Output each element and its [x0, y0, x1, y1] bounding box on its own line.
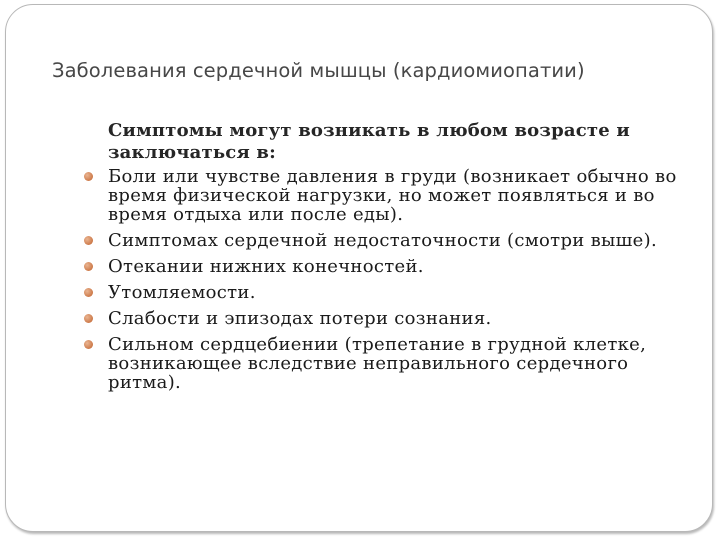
symptom-list	[84, 167, 684, 392]
symptom-text: Сильном сердцебиении (трепетание в грудной клетке, возникающее вследствие неправильного сердечного ритма).	[108, 334, 647, 393]
round-bullet-icon	[84, 262, 93, 271]
symptom-item	[84, 309, 684, 328]
round-bullet-icon	[84, 288, 93, 297]
slide-title: Заболевания сердечной мышцы (кардиомиопатии)	[52, 59, 585, 82]
symptom-item	[84, 231, 684, 250]
symptom-item	[84, 257, 684, 276]
symptom-text: Слабости и эпизодах потери сознания.	[108, 308, 492, 329]
round-bullet-icon	[84, 314, 93, 323]
slide-frame	[5, 4, 713, 532]
symptom-item	[84, 335, 684, 392]
symptom-text: Отекании нижних конечностей.	[108, 256, 424, 277]
slide-content	[84, 120, 684, 399]
symptom-item	[84, 167, 684, 224]
symptom-item	[84, 283, 684, 302]
round-bullet-icon	[84, 236, 93, 245]
symptom-text: Утомляемости.	[108, 282, 256, 303]
intro-text: Симптомы могут возникать в любом возрасте и заключаться в:	[108, 120, 630, 163]
round-bullet-icon	[84, 340, 93, 349]
symptom-text: Симптомах сердечной недостаточности (смотри выше).	[108, 230, 657, 251]
round-bullet-icon	[84, 172, 93, 181]
symptom-text: Боли или чувстве давления в груди (возникает обычно во время физической нагрузки, но может появляться и во время отдыха или после еды).	[108, 166, 677, 225]
